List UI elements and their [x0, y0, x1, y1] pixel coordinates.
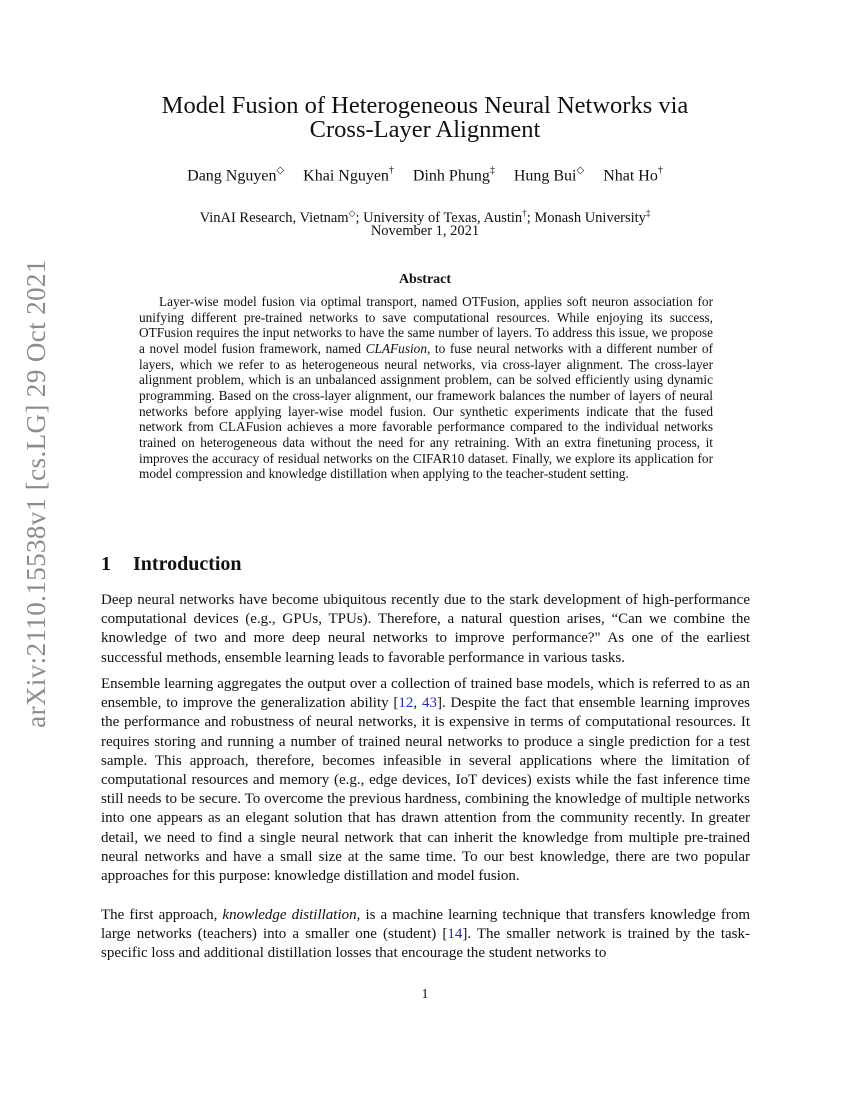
page-number: 1 — [421, 987, 429, 1002]
affiliation: VinAI Research, Vietnam◇; — [199, 208, 364, 226]
citation-link[interactable]: 12 — [398, 695, 414, 712]
intro-paragraph-2: Ensemble learning aggregates the output over a collection of trained base models, which is referred to as an ensemble, to improve the generalization ability [12, 43]. Despite the fact that ensemble learning improves the performance and robustness of neural networks, it is expensive in terms of computational resources. It requires storing and running a number of trained neural networks to produce a single prediction for a test sample. This approach, therefore, becomes infeasible in several applications where the limitation of computational resources and memory (e.g., edge devices, IoT devices) exists while the fast inference time still needs to be secure. To overcome the previous hardness, combining the knowledge of multiple networks into one appears as an elegant solution that has drawn attention from the community recently. In greater detail, we need to find a single neural network that can inherit the knowledge from multiple pre-trained neural networks and have a small size at the same time. To our best knowledge, there are two popular approaches for this purpose: knowledge distillation and model fusion. — [101, 676, 751, 885]
author: Dang Nguyen◇ — [187, 165, 285, 185]
intro-paragraph-3: The first approach, knowledge distillation, is a machine learning technique that transfers knowledge from large networks (teachers) into a smaller one (student) [14]. The smaller network is trained by the task-specific loss and additional distillation losses that encourage the student networks to — [101, 907, 751, 962]
citation-link[interactable]: 14 — [447, 926, 463, 943]
citation-link[interactable]: 43 — [421, 695, 437, 712]
abstract-text: Layer-wise model fusion via optimal transport, named OTFusion, applies soft neuron association for unifying different pre-trained networks to save computational resources. While enjoying its success, OTFusion requires the input networks to have the same number of layers. To address this issue, we propose a novel model fusion framework, named CLAFusion, to fuse neural networks with a different number of layers, which we refer to as heterogeneous neural networks, via cross-layer alignment. The cross-layer alignment problem, which is an unbalanced assignment problem, can be solved efficiently using dynamic programming. Based on the cross-layer alignment, our framework balances the number of layers of neural networks before applying layer-wise model fusion. Our synthetic experiments indicate that the fused network from CLAFusion achieves a more favorable performance compared to the individual networks trained on heterogeneous data without the need for any retraining. With an extra finetuning process, it improves the accuracy of residual networks on the CIFAR10 dataset. Finally, we explore its application for model compression and knowledge distillation when applying to the teacher-student setting. — [139, 294, 713, 482]
title-line-2: Cross-Layer Alignment — [309, 116, 541, 143]
section-number: 1 — [101, 553, 111, 575]
emphasized-term: knowledge distillation — [222, 907, 357, 923]
author: Nhat Ho† — [603, 165, 663, 185]
method-name: CLAFusion — [365, 340, 427, 356]
intro-paragraph-1: Deep neural networks have become ubiquitous recently due to the stark development of high-performance computational devices (e.g., GPUs, TPUs). Therefore, a natural question arises, “Can we combine the knowledge of two and more deep neural networks to improve performance?" As one of the earliest successful methods, ensemble learning leads to favorable performance in various tasks. — [101, 592, 750, 666]
affiliation: Monash University‡ — [534, 208, 651, 226]
affiliation: University of Texas, Austin†; — [363, 208, 535, 226]
author: Hung Bui◇ — [513, 165, 585, 185]
author: Khai Nguyen† — [303, 165, 394, 185]
arxiv-identifier-stamp — [14, 258, 58, 728]
paper-title — [60, 94, 790, 142]
section-heading — [101, 551, 242, 577]
author-list — [60, 163, 790, 185]
abstract-heading: Abstract — [398, 272, 452, 287]
author: Dinh Phung‡ — [412, 165, 495, 185]
arxiv-id-text: arXiv:2110.15538v1 [cs.LG] 29 Oct 2021 — [20, 258, 51, 728]
section-title: Introduction — [133, 553, 242, 575]
publication-date: November 1, 2021 — [370, 223, 480, 239]
title-line-1: Model Fusion of Heterogeneous Neural Networks via — [161, 92, 689, 119]
